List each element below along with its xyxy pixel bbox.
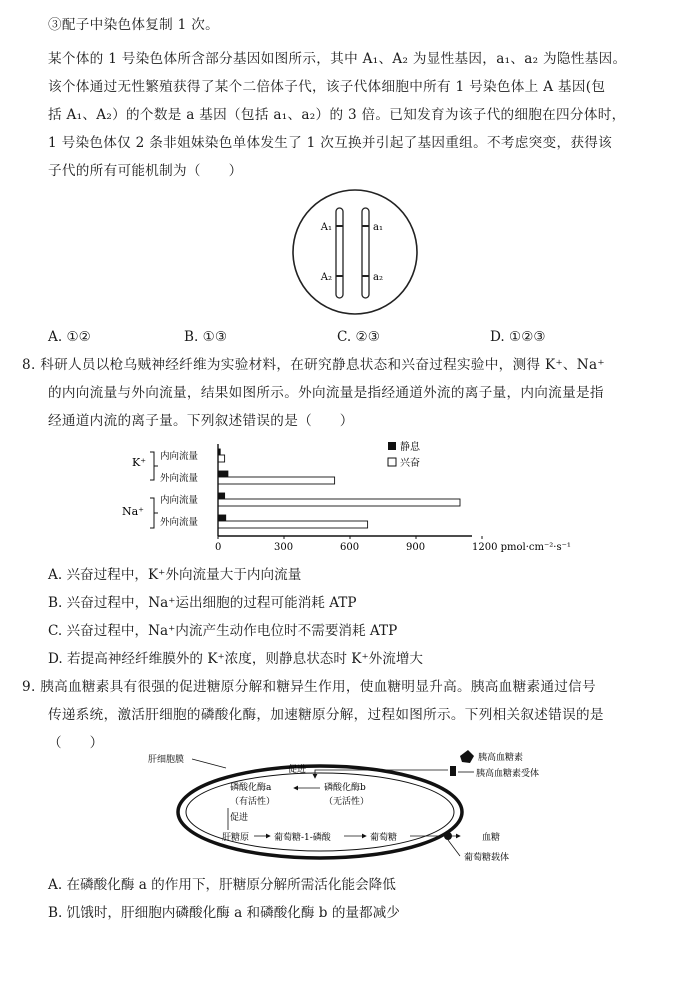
label-blood-glucose: 血糖 [482,833,501,843]
label-glycogen: 肝糖原 [222,833,250,843]
legend-label-rest: 静息 [400,442,420,453]
bar-rest-1 [218,471,228,477]
label-carrier: 葡萄糖载体 [464,853,510,863]
group-label-na: Na⁺ [122,505,144,518]
chromosome-left [336,208,343,298]
label-glucose: 葡萄糖 [370,833,398,843]
q8-stem-line-1: 8. 科研人员以枪乌贼神经纤维为实验材料，在研究静息状态和兴奋过程实验中，测得 K⁺、Na⁺ [22,357,605,373]
label-membrane: 肝细胞膜 [148,755,185,765]
category-label: 外向流量 [160,473,199,484]
q9-stem-line-1: 9. 胰高血糖素具有很强的促进糖原分解和糖异生作用，使血糖明显升高。胰高血糖素通过信号 [22,679,596,695]
bar-rest-2 [218,493,225,499]
q7-option-a[interactable]: A. ①② [48,329,91,345]
pointer-membrane [192,759,226,768]
q8-stem-line-2: 的内向流量与外向流量，结果如图所示。外向流量是指经通道外流的离子量，内向流量是指 [48,385,604,401]
group-label-k: K⁺ [132,456,147,469]
bar-rest-3 [218,515,226,521]
legend-label-excite: 兴奋 [400,458,420,469]
q9-stem-line-3: （ ） [48,735,104,751]
x-tick-label: 1200 pmol·cm⁻²·s⁻¹ [472,542,571,553]
glycogen-pathway-figure [130,748,600,868]
x-tick-label: 600 [340,542,360,553]
glucagon-icon [460,750,474,763]
receptor-icon [450,766,456,776]
category-label: 外向流量 [160,517,199,528]
bar-excite-2 [218,499,460,506]
label-enzyme-a-state: （有活性） [230,797,276,807]
bracket-k [150,452,158,480]
bar-excite-1 [218,477,335,484]
q7-stem-line-3: 括 A₁、A₂）的个数是 a 基因（包括 a₁、a₂）的 3 倍。已知发育为该子代的细胞在四分体时， [48,107,626,123]
category-label: 内向流量 [160,451,199,462]
q7-stem-line-1: 某个体的 1 号染色体所含部分基因如图所示，其中 A₁、A₂ 为显性基因，a₁、a₂ 为隐性基因。 [48,51,627,67]
q7-item3: ③配子中染色体复制 1 次。 [48,17,220,33]
carrier-icon [444,832,452,840]
chromosome-right [362,208,369,298]
q7-stem-line-2: 该个体通过无性繁殖获得了某个二倍体子代，该子代体细胞中所有 1 号染色体上 A 基因(包 [48,79,606,95]
label-enzyme-a: 磷酸化酶a [230,783,272,793]
legend-swatch-rest [388,442,396,450]
q7-option-d[interactable]: D. ①②③ [490,329,546,345]
q9-stem-line-2: 传递系统，激活肝细胞的磷酸化酶，加速糖原分解，过程如图所示。下列相关叙述错误的是 [48,707,604,723]
bracket-na [150,498,158,528]
label-receptor: 胰高血糖素受体 [476,769,540,779]
label-a2: a₂ [373,272,383,283]
q9-option-a[interactable]: A. 在磷酸化酶 a 的作用下，肝糖原分解所需活化能会降低 [48,877,396,893]
legend-swatch-excite [388,458,396,466]
label-g1p: 葡萄糖-1-磷酸 [274,833,331,843]
q7-stem-line-5: 子代的所有可能机制为（ ） [48,163,243,179]
label-A1: A₁ [320,222,332,233]
cell-outline [293,190,417,314]
pointer-carrier [448,840,460,856]
q8-option-b[interactable]: B. 兴奋过程中，Na⁺运出细胞的过程可能消耗 ATP [48,595,357,611]
label-promote-2: 促进 [230,813,249,823]
q9-option-b[interactable]: B. 饥饿时，肝细胞内磷酸化酶 a 和磷酸化酶 b 的量都减少 [48,905,400,921]
q8-option-c[interactable]: C. 兴奋过程中，Na⁺内流产生动作电位时不需要消耗 ATP [48,623,398,639]
label-A2: A₂ [320,272,332,283]
label-promote-1: 促进 [288,765,307,775]
bar-excite-0 [218,455,225,462]
label-enzyme-b-state: （无活性） [324,797,370,807]
q7-option-b[interactable]: B. ①③ [184,329,228,345]
label-enzyme-b: 磷酸化酶b [324,783,366,793]
x-tick-label: 0 [215,542,222,553]
ion-flux-chart [120,436,600,562]
q8-stem-line-3: 经通道内流的离子量。下列叙述错误的是（ ） [48,413,354,429]
category-label: 内向流量 [160,495,199,506]
chromosome-figure [280,188,430,318]
q8-option-d[interactable]: D. 若提高神经纤维膜外的 K⁺浓度，则静息状态时 K⁺外流增大 [48,651,424,667]
label-glucagon: 胰高血糖素 [478,753,524,763]
x-tick-label: 300 [274,542,294,553]
x-tick-label: 900 [406,542,426,553]
q8-option-a[interactable]: A. 兴奋过程中，K⁺外向流量大于内向流量 [48,567,302,583]
label-a1: a₁ [373,222,383,233]
bar-excite-3 [218,521,368,528]
q7-option-c[interactable]: C. ②③ [337,329,380,345]
q7-stem-line-4: 1 号染色体仅 2 条非姐妹染色单体发生了 1 次互换并引起了基因重组。不考虑突变，获得该 [48,135,613,151]
cell-membrane [178,766,462,858]
